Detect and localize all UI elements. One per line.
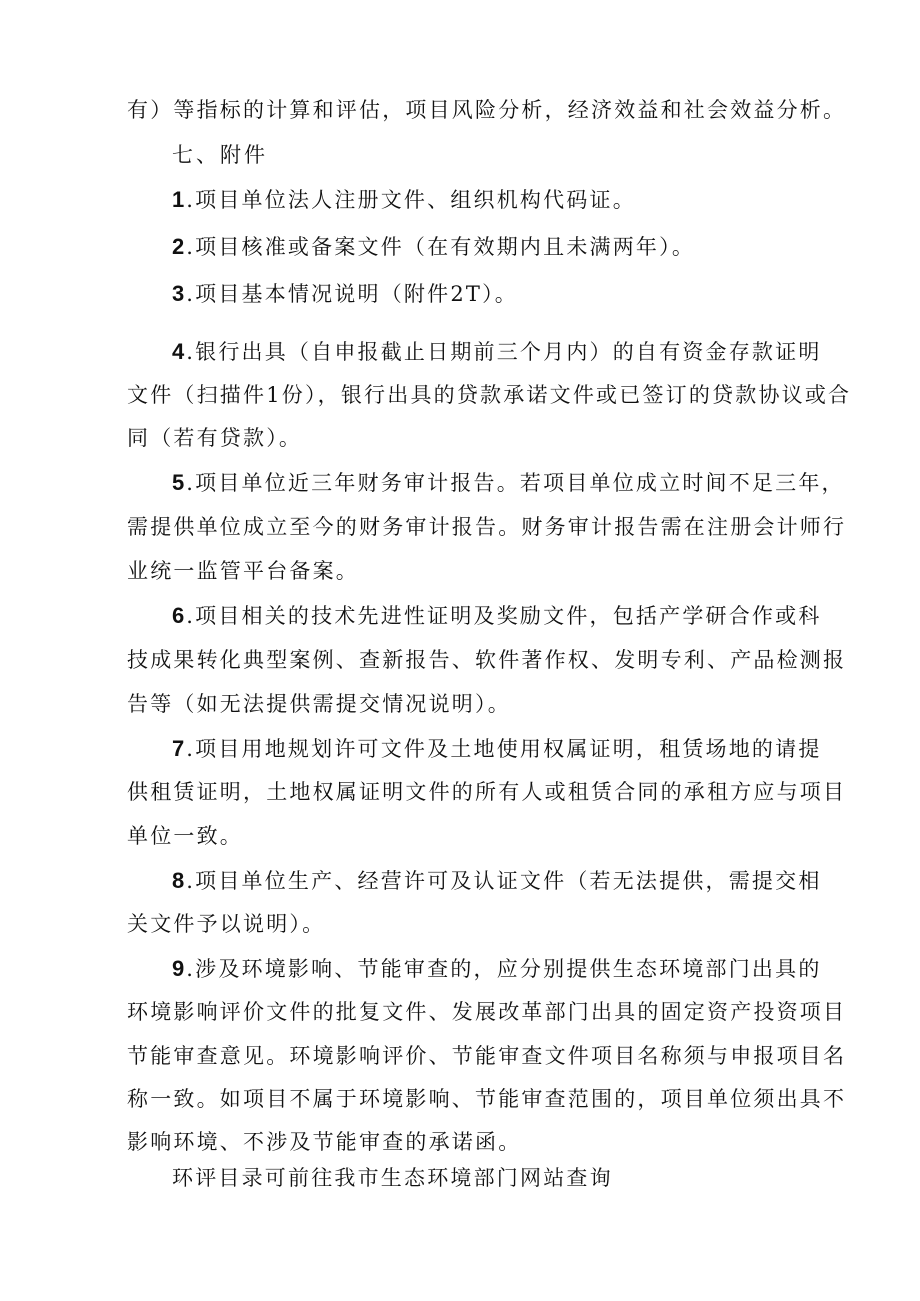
- list-item-9: [172, 956, 822, 982]
- intro-paragraph-line: 有）等指标的计算和评估，项目风险分析，经济效益和社会效益分析。: [127, 98, 847, 122]
- item-number: 5: [172, 470, 185, 495]
- list-item-7-line-3: 单位一致。: [127, 824, 243, 848]
- list-item-9-line-5: 影响环境、不涉及节能审查的承诺函。: [127, 1130, 522, 1154]
- item-text: .项目单位法人注册文件、组织机构代码证。: [186, 188, 636, 212]
- item-number: 7: [172, 736, 185, 761]
- list-item-8: [172, 868, 822, 894]
- list-item-9-line-2: 环境影响评价文件的批复文件、发展改革部门出具的固定资产投资项目: [127, 1000, 847, 1024]
- item-number: 1: [172, 187, 185, 212]
- list-item-3: [172, 281, 518, 307]
- list-item-1: [172, 187, 636, 213]
- list-item-7-line-2: 供租赁证明，土地权属证明文件的所有人或租赁合同的承租方应与项目: [127, 780, 847, 804]
- item-number: 2: [172, 234, 185, 259]
- item-number: 9: [172, 956, 185, 981]
- list-item-9-line-4: 称一致。如项目不属于环境影响、节能审查范围的，项目单位须出具不: [127, 1087, 847, 1111]
- item-text: .项目基本情况说明（附件2T）。: [186, 282, 518, 306]
- item-text: .项目单位生产、经营许可及认证文件（若无法提供，需提交相: [186, 869, 822, 893]
- list-item-6-line-2: 技成果转化典型案例、查新报告、软件著作权、发明专利、产品检测报: [127, 648, 847, 672]
- list-item-6-line-3: 告等（如无法提供需提交情况说明）。: [127, 692, 511, 716]
- list-item-7: [172, 736, 822, 762]
- item-text: .项目核准或备案文件（在有效期内且未满两年）。: [186, 235, 696, 259]
- item-number: 4: [172, 339, 185, 364]
- item-text: .项目用地规划许可文件及土地使用权属证明，租赁场地的请提: [186, 737, 822, 761]
- footer-note: 环评目录可前往我市生态环境部门网站查询: [172, 1166, 613, 1190]
- item-text: .项目相关的技术先进性证明及奖励文件，包括产学研合作或科: [186, 604, 822, 628]
- list-item-5-line-2: 需提供单位成立至今的财务审计报告。财务审计报告需在注册会计师行: [127, 515, 847, 539]
- item-number: 8: [172, 868, 185, 893]
- list-item-5-line-3: 业统一监管平台备案。: [127, 559, 359, 583]
- list-item-5: [172, 470, 845, 496]
- section-heading: 七、附件: [172, 143, 268, 167]
- list-item-2: [172, 234, 695, 260]
- list-item-4: [172, 339, 822, 365]
- item-number: 6: [172, 603, 185, 628]
- list-item-4-line-3: 同（若有贷款）。: [127, 426, 303, 450]
- list-item-4-line-2: 文件（扫描件1份），银行出具的贷款承诺文件或已签订的贷款协议或合: [127, 383, 852, 407]
- list-item-6: [172, 603, 822, 629]
- list-item-8-line-2: 关文件予以说明）。: [127, 912, 326, 936]
- item-text: .银行出具（自申报截止日期前三个月内）的自有资金存款证明: [186, 340, 822, 364]
- item-text: .项目单位近三年财务审计报告。若项目单位成立时间不足三年，: [186, 471, 845, 495]
- item-text: .涉及环境影响、节能审查的，应分别提供生态环境部门出具的: [186, 957, 822, 981]
- list-item-9-line-3: 节能审查意见。环境影响评价、节能审查文件项目名称须与申报项目名: [127, 1044, 847, 1068]
- item-number: 3: [172, 281, 185, 306]
